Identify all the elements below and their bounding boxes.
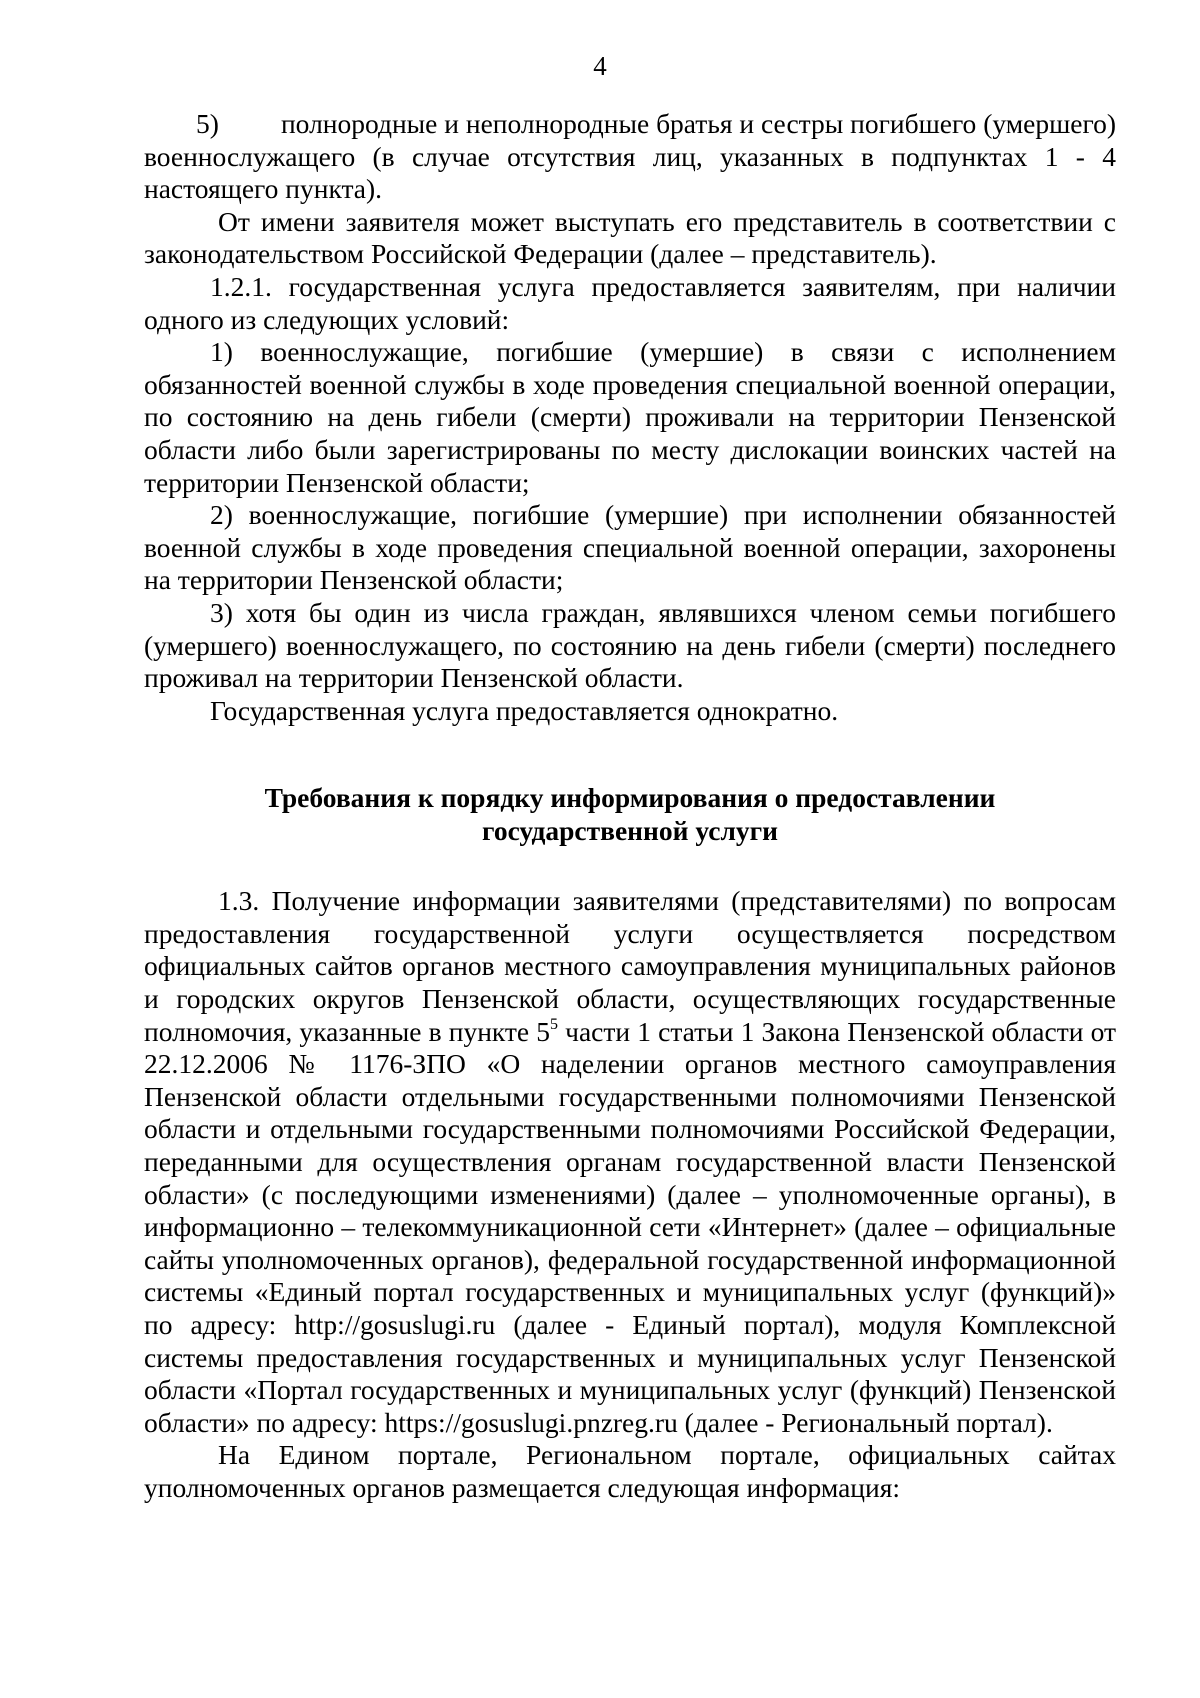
paragraph-item-5: 5) полнородные и неполнородные братья и сестры погибшего (умершего) военнослужащего (в случае отсутствия лиц, указанных в подпунктах 1 - 4 настоящего пункта).: [144, 108, 1116, 205]
paragraph-condition-3: 3) хотя бы один из числа граждан, являвшихся членом семьи погибшего (умершего) военнослужащего, по состоянию на день гибели (смерти) последнего проживал на территории Пензенской области.: [144, 596, 1116, 694]
paragraph-one-time: Государственная услуга предоставляется однократно.: [210, 694, 839, 726]
paragraph-1-3-part-1: 1.3. Получение информации заявителями (представителями) по вопросам предоставления государственной услуги осуществляется посредством официальных сайтов органов местного самоуправления муниципальных районов и городских округов Пензенской области, осуществляющих государственные полномочия, указанные в пункте 5: [144, 885, 1116, 1047]
document-body: [144, 108, 1116, 1505]
paragraph-condition-2: 2) военнослужащие, погибшие (умершие) при исполнении обязанностей военной службы в ходе проведения специальной военной операции, захоронены на территории Пензенской области;: [144, 499, 1116, 596]
section-heading: [144, 781, 1116, 847]
paragraph-1-2-1: 1.2.1. государственная услуга предоставляется заявителям, при наличии одного из следующих условий:: [144, 270, 1116, 335]
section-heading-line-2: государственной услуги: [482, 815, 778, 847]
paragraph-representative: От имени заявителя может выступать его представитель в соответствии с законодательством Российской Федерации (далее – представитель).: [144, 205, 1116, 270]
paragraph-1-3: [144, 885, 1116, 1439]
paragraph-1-3-part-2: части 1 статьи 1 Закона Пензенской области от 22.12.2006 № 1176-ЗПО «О наделении органов местного самоуправления Пензенской области отдельными государственными полномочиями Пензенской области и отдельными государственными полномочиями Российской Федерации, переданными для осуществления органам государственной власти Пензенской области» (с последующими изменениями) (далее – уполномоченные органы), в информационно – телекоммуникационной сети «Интернет» (далее – официальные сайты уполномоченных органов), федеральной государственной информационной системы «Единый портал государственных и муниципальных услуг (функций)» по адресу: http://gosuslugi.ru (далее - Единый портал), модуля Комплексной системы предоставления государственных и муниципальных услуг Пензенской области «Портал государственных и муниципальных услуг (функций) Пензенской области» по адресу: https://gosuslugi.pnzreg.ru (далее - Региональный портал).: [144, 1015, 1116, 1438]
paragraph-closing: На Едином портале, Региональном портале, официальных сайтах уполномоченных органов размещается следующая информация:: [144, 1439, 1116, 1503]
superscript: 5: [550, 1015, 559, 1033]
page-number: 4: [593, 51, 607, 81]
section-heading-line-1: Требования к порядку информирования о предоставлении: [264, 782, 996, 814]
paragraph-condition-1: 1) военнослужащие, погибшие (умершие) в связи с исполнением обязанностей военной службы в ходе проведения специальной военной операции, по состоянию на день гибели (смерти) проживали на территории Пензенской области либо были зарегистрированы по месту дислокации воинских частей на территории Пензенской области;: [144, 336, 1116, 498]
